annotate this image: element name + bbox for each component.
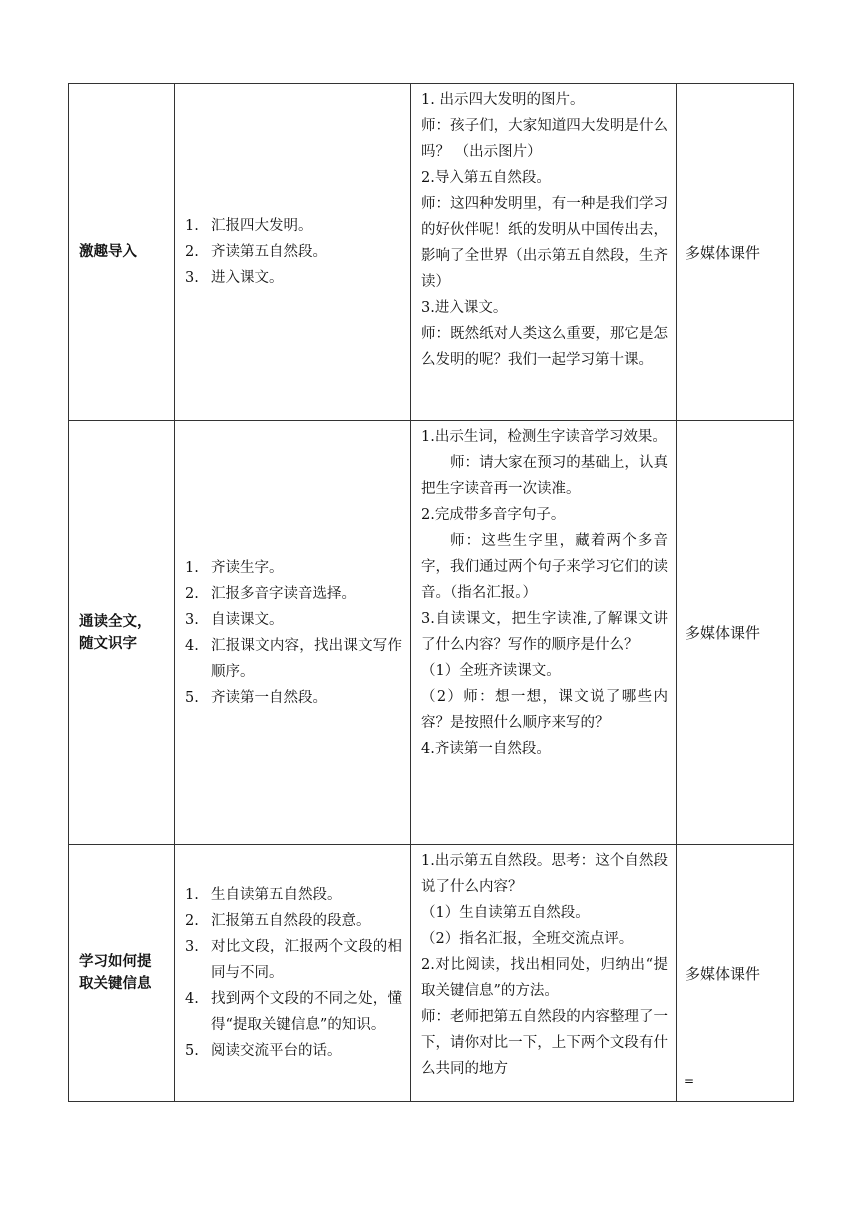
paragraph: 师：孩子们，大家知道四大发明是什么吗？ （出示图片） [421,118,668,160]
paragraph: 3.进入课文。 [421,300,508,316]
item-number: 2. [185,244,199,260]
item-text: 齐读生字。 [211,559,284,576]
materials-label: 多媒体课件 [685,964,761,983]
list-item [185,213,402,239]
teacher-activity-cell [411,845,677,1102]
item-text: 对比文段，汇报两个文段的相同与不同。 [211,939,402,981]
paragraph: 师：老师把第五自然段的内容整理了一下，请你对比一下，上下两个文段有什么共同的地方 [421,1009,668,1077]
list-item [185,934,402,986]
item-number: 4. [185,991,199,1007]
activity-list [175,555,410,711]
list-item [185,882,402,908]
item-text: 自读课文。 [211,611,284,628]
table-row [69,421,794,845]
item-text: 汇报第五自然段的段意。 [211,913,371,929]
item-text: 齐读第五自然段。 [211,244,327,260]
table-row [69,84,794,421]
item-number: 1. [185,218,199,234]
stage-label-line: 随文识字 [79,635,137,652]
stage-label: 激趣导入 [79,244,137,260]
teacher-activity-cell [411,421,677,845]
materials-cell [677,84,794,421]
paragraph: 1. 出示四大发明的图片。 [421,92,585,108]
item-text: 汇报多音字读音选择。 [211,585,356,602]
paragraph: 4.齐读第一自然段。 [421,741,551,757]
paragraph: （2）指名汇报，全班交流点评。 [421,931,634,947]
teacher-activity-cell [411,84,677,421]
table-row [69,845,794,1102]
paragraph: 2.完成带多音字句子。 [421,507,566,523]
paragraph: 师：既然纸对人类这么重要，那它是怎么发明的呢？我们一起学习第十课。 [421,326,668,368]
item-number: 5. [185,689,199,706]
list-item [185,239,402,265]
activity-list [175,882,410,1064]
item-number: 3. [185,939,199,955]
materials-cell [677,845,794,1102]
stage-label-line: 学习如何提 [79,954,152,970]
list-item [185,986,402,1038]
student-activity-cell [175,84,411,421]
list-item [185,555,402,581]
item-number: 3. [185,611,199,628]
paragraph: 师：请大家在预习的基础上，认真把生字读音再一次读准。 [421,455,668,497]
paragraph: 1.出示生词，检测生字读音学习效果。 [421,429,667,445]
item-number: 1. [185,887,199,903]
item-text: 进入课文。 [211,270,284,286]
paragraph: （1）全班齐读课文。 [421,663,561,679]
item-text: 齐读第一自然段。 [211,689,327,706]
list-item [185,685,402,711]
item-text: 生自读第五自然段。 [211,887,342,903]
stage-cell [69,421,175,845]
list-item [185,607,402,633]
student-activity-cell [175,845,411,1102]
list-item [185,265,402,291]
lesson-plan-table [68,83,794,1102]
item-number: 2. [185,913,199,929]
item-text: 阅读交流平台的话。 [211,1043,342,1059]
paragraph: 师：这些生字里，藏着两个多音字，我们通过两个句子来学习它们的读音。（指名汇报。） [421,533,668,601]
stage-label-line: 取关键信息 [79,976,152,992]
item-text: 汇报四大发明。 [211,218,313,234]
paragraph: 2.对比阅读，找出相同处，归纳出“提取关键信息”的方法。 [421,957,668,999]
list-item [185,633,402,685]
list-item [185,908,402,934]
paragraph: （2）师：想一想，课文说了哪些内容？是按照什么顺序来写的？ [421,689,668,731]
list-item [185,581,402,607]
stage-label-line: 通读全文， [79,613,152,630]
activity-list [175,213,410,291]
stage-cell [69,845,175,1102]
item-text: 汇报课文内容，找出课文写作顺序。 [211,637,402,680]
stray-mark: = [684,1074,695,1088]
paragraph: （1）生自读第五自然段。 [421,905,590,921]
item-number: 2. [185,585,199,602]
item-number: 1. [185,559,199,576]
paragraph: 3.自读课文，把生字读准,了解课文讲了什么内容？写作的顺序是什么？ [421,611,668,653]
materials-cell [677,421,794,845]
paragraph: 师：这四种发明里，有一种是我们学习的好伙伴呢！纸的发明从中国传出去，影响了全世界（出示第五自然段，生齐读） [421,196,668,290]
materials-label: 多媒体课件 [685,624,761,642]
stage-cell [69,84,175,421]
materials-label: 多媒体课件 [685,243,761,262]
student-activity-cell [175,421,411,845]
item-number: 3. [185,270,199,286]
item-number: 4. [185,637,199,654]
item-text: 找到两个文段的不同之处，懂得“提取关键信息”的知识。 [211,991,402,1033]
paragraph: 2.导入第五自然段。 [421,170,551,186]
paragraph: 1.出示第五自然段。思考：这个自然段说了什么内容？ [421,853,668,895]
item-number: 5. [185,1043,199,1059]
list-item [185,1038,402,1064]
